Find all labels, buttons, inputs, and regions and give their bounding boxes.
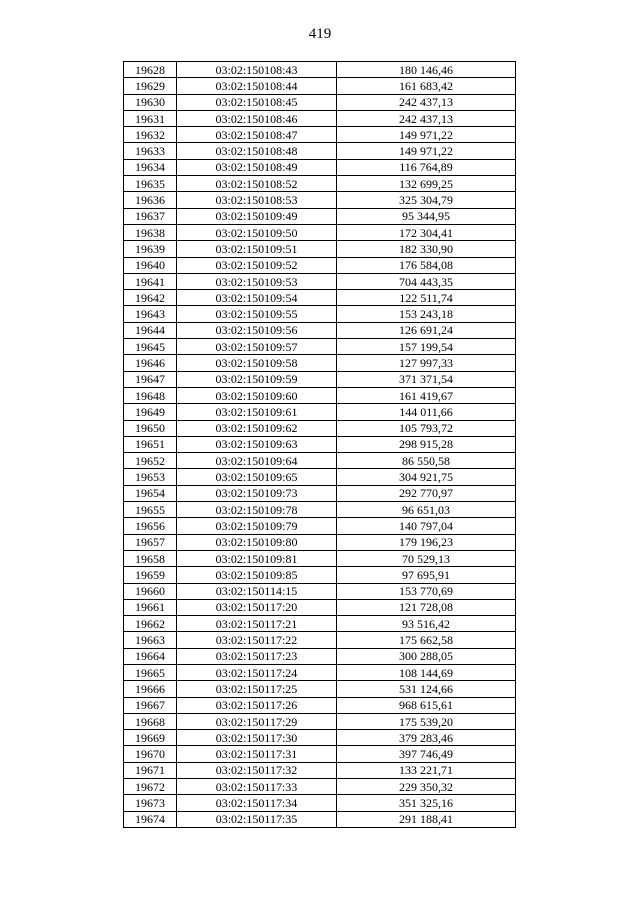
row-number-cell: 19634	[124, 159, 177, 175]
row-number-cell: 19658	[124, 550, 177, 566]
row-number-cell: 19629	[124, 78, 177, 94]
row-number-cell: 19646	[124, 355, 177, 371]
cadastral-number-cell: 03:02:150117:24	[177, 664, 337, 680]
table-row	[124, 762, 516, 778]
cadastral-number-cell: 03:02:150109:85	[177, 567, 337, 583]
table-row	[124, 78, 516, 94]
table-row	[124, 224, 516, 240]
value-cell: 86 550,58	[337, 453, 516, 469]
cadastral-number-cell: 03:02:150108:45	[177, 94, 337, 110]
table-row	[124, 241, 516, 257]
table-row	[124, 176, 516, 192]
cadastral-number-cell: 03:02:150109:49	[177, 208, 337, 224]
row-number-cell: 19637	[124, 208, 177, 224]
cadastral-number-cell: 03:02:150108:52	[177, 176, 337, 192]
row-number-cell: 19656	[124, 518, 177, 534]
value-cell: 397 746,49	[337, 746, 516, 762]
row-number-cell: 19671	[124, 762, 177, 778]
page-number: 419	[308, 26, 332, 42]
table-row	[124, 550, 516, 566]
cadastral-number-cell: 03:02:150109:62	[177, 420, 337, 436]
row-number-cell: 19645	[124, 339, 177, 355]
table-row	[124, 110, 516, 126]
table-row	[124, 616, 516, 632]
table-row	[124, 779, 516, 795]
cadastral-number-cell: 03:02:150108:44	[177, 78, 337, 94]
row-number-cell: 19655	[124, 502, 177, 518]
value-cell: 121 728,08	[337, 599, 516, 615]
value-cell: 176 584,08	[337, 257, 516, 273]
value-cell: 298 915,28	[337, 436, 516, 452]
cadastral-number-cell: 03:02:150117:21	[177, 616, 337, 632]
cadastral-number-cell: 03:02:150117:35	[177, 811, 337, 827]
table-row	[124, 697, 516, 713]
row-number-cell: 19650	[124, 420, 177, 436]
cadastral-number-cell: 03:02:150108:48	[177, 143, 337, 159]
table-row	[124, 306, 516, 322]
row-number-cell: 19660	[124, 583, 177, 599]
cadastral-number-cell: 03:02:150109:50	[177, 224, 337, 240]
cadastral-number-cell: 03:02:150109:61	[177, 404, 337, 420]
table-row	[124, 387, 516, 403]
value-cell: 300 288,05	[337, 648, 516, 664]
cadastral-number-cell: 03:02:150114:15	[177, 583, 337, 599]
value-cell: 968 615,61	[337, 697, 516, 713]
table-row	[124, 436, 516, 452]
cadastral-number-cell: 03:02:150117:23	[177, 648, 337, 664]
table-row	[124, 730, 516, 746]
value-cell: 132 699,25	[337, 176, 516, 192]
row-number-cell: 19635	[124, 176, 177, 192]
table-row	[124, 648, 516, 664]
value-cell: 304 921,75	[337, 469, 516, 485]
table-row	[124, 420, 516, 436]
row-number-cell: 19669	[124, 730, 177, 746]
row-number-cell: 19674	[124, 811, 177, 827]
value-cell: 116 764,89	[337, 159, 516, 175]
cadastral-number-cell: 03:02:150108:46	[177, 110, 337, 126]
table-row	[124, 159, 516, 175]
table-row	[124, 795, 516, 811]
value-cell: 242 437,13	[337, 94, 516, 110]
value-cell: 127 997,33	[337, 355, 516, 371]
row-number-cell: 19651	[124, 436, 177, 452]
table-row	[124, 143, 516, 159]
table-row	[124, 453, 516, 469]
cadastral-number-cell: 03:02:150109:60	[177, 387, 337, 403]
value-cell: 242 437,13	[337, 110, 516, 126]
value-cell: 95 344,95	[337, 208, 516, 224]
cadastral-number-cell: 03:02:150109:64	[177, 453, 337, 469]
table-row	[124, 664, 516, 680]
cadastral-number-cell: 03:02:150117:30	[177, 730, 337, 746]
cadastral-number-cell: 03:02:150109:79	[177, 518, 337, 534]
cadastral-number-cell: 03:02:150109:65	[177, 469, 337, 485]
value-cell: 182 330,90	[337, 241, 516, 257]
row-number-cell: 19636	[124, 192, 177, 208]
table-row	[124, 257, 516, 273]
cadastral-number-cell: 03:02:150117:33	[177, 779, 337, 795]
cadastral-number-cell: 03:02:150117:22	[177, 632, 337, 648]
value-cell: 292 770,97	[337, 485, 516, 501]
table-row	[124, 371, 516, 387]
value-cell: 180 146,46	[337, 62, 516, 78]
value-cell: 161 683,42	[337, 78, 516, 94]
cadastral-number-cell: 03:02:150109:57	[177, 339, 337, 355]
table-row	[124, 518, 516, 534]
table-row	[124, 534, 516, 550]
row-number-cell: 19666	[124, 681, 177, 697]
cadastral-number-cell: 03:02:150109:58	[177, 355, 337, 371]
cadastral-number-cell: 03:02:150109:59	[177, 371, 337, 387]
table-row	[124, 681, 516, 697]
row-number-cell: 19638	[124, 224, 177, 240]
table-row	[124, 567, 516, 583]
table-row	[124, 632, 516, 648]
cadastral-number-cell: 03:02:150109:56	[177, 322, 337, 338]
cadastral-number-cell: 03:02:150117:29	[177, 713, 337, 729]
value-cell: 140 797,04	[337, 518, 516, 534]
cadastral-number-cell: 03:02:150108:43	[177, 62, 337, 78]
value-cell: 291 188,41	[337, 811, 516, 827]
table-row	[124, 127, 516, 143]
row-number-cell: 19649	[124, 404, 177, 420]
cadastral-number-cell: 03:02:150108:47	[177, 127, 337, 143]
value-cell: 175 539,20	[337, 713, 516, 729]
cadastral-number-cell: 03:02:150109:78	[177, 502, 337, 518]
table-row	[124, 62, 516, 78]
table-row	[124, 290, 516, 306]
cadastral-number-cell: 03:02:150109:51	[177, 241, 337, 257]
value-cell: 179 196,23	[337, 534, 516, 550]
row-number-cell: 19653	[124, 469, 177, 485]
value-cell: 126 691,24	[337, 322, 516, 338]
table-row	[124, 583, 516, 599]
value-cell: 96 651,03	[337, 502, 516, 518]
cadastral-number-cell: 03:02:150117:26	[177, 697, 337, 713]
table-row	[124, 192, 516, 208]
cadastral-number-cell: 03:02:150117:25	[177, 681, 337, 697]
cadastral-number-cell: 03:02:150108:53	[177, 192, 337, 208]
cadastral-number-cell: 03:02:150108:49	[177, 159, 337, 175]
value-cell: 704 443,35	[337, 273, 516, 289]
cadastral-number-cell: 03:02:150109:53	[177, 273, 337, 289]
value-cell: 149 971,22	[337, 143, 516, 159]
cadastral-number-cell: 03:02:150109:73	[177, 485, 337, 501]
value-cell: 153 243,18	[337, 306, 516, 322]
row-number-cell: 19654	[124, 485, 177, 501]
row-number-cell: 19670	[124, 746, 177, 762]
value-cell: 133 221,71	[337, 762, 516, 778]
table-row	[124, 502, 516, 518]
cadastral-number-cell: 03:02:150109:52	[177, 257, 337, 273]
value-cell: 351 325,16	[337, 795, 516, 811]
row-number-cell: 19628	[124, 62, 177, 78]
table-row	[124, 94, 516, 110]
cadastral-table	[123, 61, 516, 828]
table-row	[124, 355, 516, 371]
cadastral-number-cell: 03:02:150117:32	[177, 762, 337, 778]
value-cell: 325 304,79	[337, 192, 516, 208]
value-cell: 122 511,74	[337, 290, 516, 306]
value-cell: 379 283,46	[337, 730, 516, 746]
value-cell: 93 516,42	[337, 616, 516, 632]
row-number-cell: 19641	[124, 273, 177, 289]
row-number-cell: 19673	[124, 795, 177, 811]
row-number-cell: 19667	[124, 697, 177, 713]
value-cell: 144 011,66	[337, 404, 516, 420]
table-row	[124, 746, 516, 762]
value-cell: 161 419,67	[337, 387, 516, 403]
row-number-cell: 19644	[124, 322, 177, 338]
value-cell: 172 304,41	[337, 224, 516, 240]
row-number-cell: 19672	[124, 779, 177, 795]
row-number-cell: 19647	[124, 371, 177, 387]
cadastral-number-cell: 03:02:150109:81	[177, 550, 337, 566]
table-row	[124, 273, 516, 289]
row-number-cell: 19661	[124, 599, 177, 615]
cadastral-number-cell: 03:02:150109:80	[177, 534, 337, 550]
table-body	[124, 62, 516, 828]
row-number-cell: 19668	[124, 713, 177, 729]
value-cell: 229 350,32	[337, 779, 516, 795]
cadastral-number-cell: 03:02:150109:54	[177, 290, 337, 306]
row-number-cell: 19642	[124, 290, 177, 306]
row-number-cell: 19662	[124, 616, 177, 632]
cadastral-number-cell: 03:02:150109:55	[177, 306, 337, 322]
value-cell: 70 529,13	[337, 550, 516, 566]
row-number-cell: 19657	[124, 534, 177, 550]
row-number-cell: 19640	[124, 257, 177, 273]
cadastral-number-cell: 03:02:150109:63	[177, 436, 337, 452]
table-row	[124, 713, 516, 729]
row-number-cell: 19633	[124, 143, 177, 159]
row-number-cell: 19632	[124, 127, 177, 143]
row-number-cell: 19659	[124, 567, 177, 583]
row-number-cell: 19663	[124, 632, 177, 648]
row-number-cell: 19664	[124, 648, 177, 664]
row-number-cell: 19639	[124, 241, 177, 257]
table-row	[124, 811, 516, 827]
value-cell: 153 770,69	[337, 583, 516, 599]
row-number-cell: 19630	[124, 94, 177, 110]
row-number-cell: 19631	[124, 110, 177, 126]
table-row	[124, 485, 516, 501]
row-number-cell: 19648	[124, 387, 177, 403]
table-row	[124, 339, 516, 355]
table-row	[124, 599, 516, 615]
table-row	[124, 404, 516, 420]
value-cell: 108 144,69	[337, 664, 516, 680]
value-cell: 175 662,58	[337, 632, 516, 648]
value-cell: 149 971,22	[337, 127, 516, 143]
cadastral-number-cell: 03:02:150117:34	[177, 795, 337, 811]
row-number-cell: 19665	[124, 664, 177, 680]
value-cell: 105 793,72	[337, 420, 516, 436]
table-row	[124, 469, 516, 485]
row-number-cell: 19652	[124, 453, 177, 469]
value-cell: 97 695,91	[337, 567, 516, 583]
value-cell: 157 199,54	[337, 339, 516, 355]
value-cell: 371 371,54	[337, 371, 516, 387]
table-row	[124, 208, 516, 224]
cadastral-number-cell: 03:02:150117:31	[177, 746, 337, 762]
row-number-cell: 19643	[124, 306, 177, 322]
table-row	[124, 322, 516, 338]
cadastral-number-cell: 03:02:150117:20	[177, 599, 337, 615]
value-cell: 531 124,66	[337, 681, 516, 697]
